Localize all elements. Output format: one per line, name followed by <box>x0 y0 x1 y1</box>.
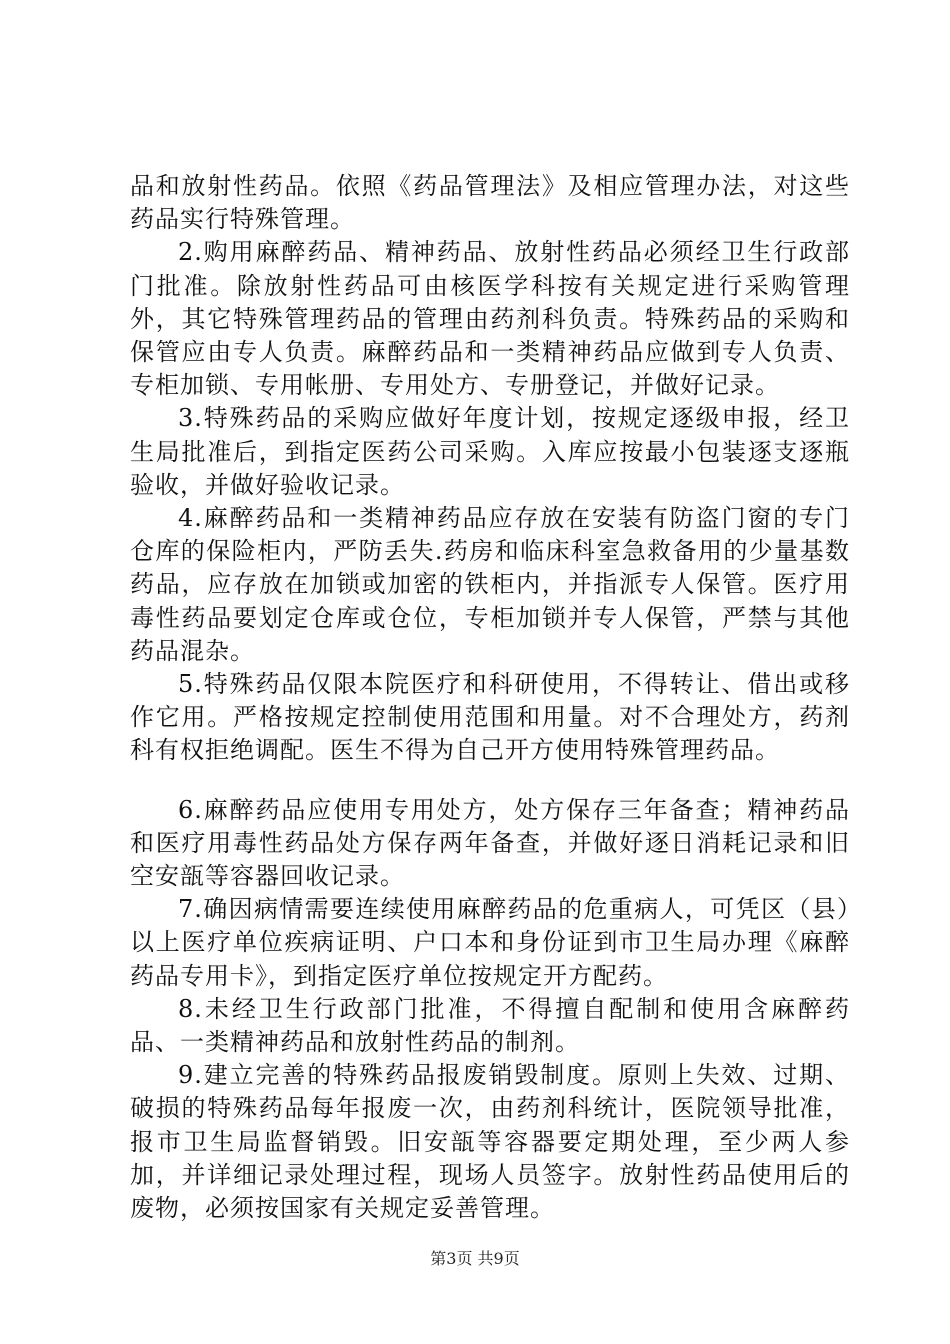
paragraph-item-3: 3.特殊药品的采购应做好年度计划，按规定逐级申报，经卫生局批准后，到指定医药公司采购。入库应按最小包装逐支逐瓶验收，并做好验收记录。 <box>130 404 850 499</box>
document-body <box>130 170 850 1225</box>
paragraph-item-9: 9.建立完善的特殊药品报废销毁制度。原则上失效、过期、破损的特殊药品每年报废一次，由药剂科统计，医院领导批准，报市卫生局监督销毁。旧安瓿等容器要定期处理，至少两人参加，并详细记录处理过程，现场人员签字。放射性药品使用后的废物，必须按国家有关规定妥善管理。 <box>130 1061 850 1223</box>
paragraph-item-8: 8.未经卫生行政部门批准，不得擅自配制和使用含麻醉药品、一类精神药品和放射性药品的制剂。 <box>130 994 850 1057</box>
paragraph-item-2: 2.购用麻醉药品、精神药品、放射性药品必须经卫生行政部门批准。除放射性药品可由核医学科按有关规定进行采购管理外，其它特殊管理药品的管理由药剂科负责。特殊药品的采购和保管应由专人负责。麻醉药品和一类精神药品应做到专人负责、专柜加锁、专用帐册、专用处方、专册登记，并做好记录。 <box>130 238 850 400</box>
paragraph-item-5: 5.特殊药品仅限本院医疗和科研使用，不得转让、借出或移作它用。严格按规定控制使用范围和用量。对不合理处方，药剂科有权拒绝调配。医生不得为自己开方使用特殊管理药品。 <box>130 670 850 765</box>
paragraph-item-7: 7.确因病情需要连续使用麻醉药品的危重病人，可凭区（县）以上医疗单位疾病证明、户口本和身份证到市卫生局办理《麻醉药品专用卡》，到指定医疗单位按规定开方配药。 <box>130 895 850 990</box>
paragraph-item-4: 4.麻醉药品和一类精神药品应存放在安装有防盗门窗的专门仓库的保险柜内，严防丢失.药房和临床科室急救备用的少量基数药品，应存放在加锁或加密的铁柜内，并指派专人保管。医疗用毒性药品要划定仓库或仓位，专柜加锁并专人保管，严禁与其他药品混杂。 <box>130 504 850 665</box>
paragraph-item-6: 6.麻醉药品应使用专用处方，处方保存三年备查；精神药品和医疗用毒性药品处方保存两年备查，并做好逐日消耗记录和旧空安瓿等容器回收记录。 <box>130 795 850 891</box>
page-footer: 第3页 共9页 <box>430 1249 520 1268</box>
paragraph-continuation: 品和放射性药品。依照《药品管理法》及相应管理办法，对这些药品实行特殊管理。 <box>130 172 850 234</box>
